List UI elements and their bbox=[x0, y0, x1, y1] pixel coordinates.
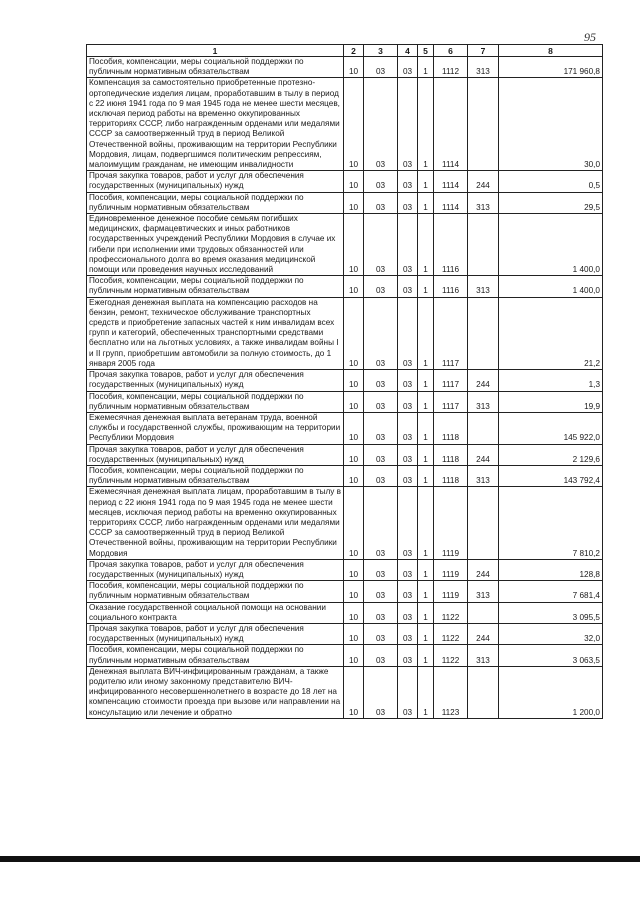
header-cell: 5 bbox=[418, 45, 434, 57]
row-description: Прочая закупка товаров, работ и услуг для обеспечения государственных (муниципальных) нужд bbox=[87, 444, 344, 465]
table-row bbox=[87, 444, 603, 465]
row-description: Пособия, компенсации, меры социальной поддержки по публичным нормативным обязательствам bbox=[87, 276, 344, 297]
subprogram-code: 1 bbox=[418, 581, 434, 602]
row-description: Пособия, компенсации, меры социальной поддержки по публичным нормативным обязательствам bbox=[87, 192, 344, 213]
row-description: Прочая закупка товаров, работ и услуг для обеспечения государственных (муниципальных) нужд bbox=[87, 559, 344, 580]
program-code: 03 bbox=[398, 645, 418, 666]
section-code: 10 bbox=[344, 370, 364, 391]
table-row bbox=[87, 666, 603, 718]
target-article-code: 1119 bbox=[434, 559, 468, 580]
subsection-code: 03 bbox=[364, 444, 398, 465]
section-code: 10 bbox=[344, 444, 364, 465]
table-header-row bbox=[87, 45, 603, 57]
section-code: 10 bbox=[344, 171, 364, 192]
amount-value: 7 810,2 bbox=[499, 487, 603, 559]
target-article-code: 1116 bbox=[434, 214, 468, 276]
row-description: Пособия, компенсации, меры социальной поддержки по публичным нормативным обязательствам bbox=[87, 581, 344, 602]
subsection-code: 03 bbox=[364, 465, 398, 486]
subprogram-code: 1 bbox=[418, 276, 434, 297]
target-article-code: 1116 bbox=[434, 276, 468, 297]
amount-value: 7 681,4 bbox=[499, 581, 603, 602]
amount-value: 2 129,6 bbox=[499, 444, 603, 465]
amount-value: 171 960,8 bbox=[499, 57, 603, 78]
expense-type-code bbox=[468, 214, 499, 276]
subsection-code: 03 bbox=[364, 297, 398, 369]
amount-value: 1 400,0 bbox=[499, 214, 603, 276]
subsection-code: 03 bbox=[364, 276, 398, 297]
table-row bbox=[87, 645, 603, 666]
table-row bbox=[87, 276, 603, 297]
target-article-code: 1119 bbox=[434, 487, 468, 559]
expense-type-code: 313 bbox=[468, 57, 499, 78]
program-code: 03 bbox=[398, 602, 418, 623]
subprogram-code: 1 bbox=[418, 78, 434, 171]
expense-type-code bbox=[468, 78, 499, 171]
subprogram-code: 1 bbox=[418, 487, 434, 559]
bottom-border-bar bbox=[0, 856, 640, 862]
amount-value: 1,3 bbox=[499, 370, 603, 391]
amount-value: 143 792,4 bbox=[499, 465, 603, 486]
subprogram-code: 1 bbox=[418, 602, 434, 623]
table-row bbox=[87, 487, 603, 559]
section-code: 10 bbox=[344, 78, 364, 171]
section-code: 10 bbox=[344, 57, 364, 78]
amount-value: 3 063,5 bbox=[499, 645, 603, 666]
subprogram-code: 1 bbox=[418, 171, 434, 192]
expense-type-code: 244 bbox=[468, 623, 499, 644]
section-code: 10 bbox=[344, 487, 364, 559]
amount-value: 1 400,0 bbox=[499, 276, 603, 297]
section-code: 10 bbox=[344, 602, 364, 623]
subsection-code: 03 bbox=[364, 581, 398, 602]
target-article-code: 1122 bbox=[434, 602, 468, 623]
expense-type-code: 313 bbox=[468, 276, 499, 297]
program-code: 03 bbox=[398, 276, 418, 297]
subprogram-code: 1 bbox=[418, 444, 434, 465]
program-code: 03 bbox=[398, 57, 418, 78]
header-cell: 8 bbox=[499, 45, 603, 57]
subprogram-code: 1 bbox=[418, 559, 434, 580]
table-body bbox=[87, 57, 603, 719]
subsection-code: 03 bbox=[364, 623, 398, 644]
subsection-code: 03 bbox=[364, 559, 398, 580]
subsection-code: 03 bbox=[364, 192, 398, 213]
subsection-code: 03 bbox=[364, 370, 398, 391]
subprogram-code: 1 bbox=[418, 214, 434, 276]
table-row bbox=[87, 559, 603, 580]
table-row bbox=[87, 57, 603, 78]
amount-value: 1 200,0 bbox=[499, 666, 603, 718]
target-article-code: 1119 bbox=[434, 581, 468, 602]
row-description: Ежегодная денежная выплата на компенсацию расходов на бензин, ремонт, техническое обслуживание транспортных средств и приобретение запасных частей к ним инвалидам всех групп и категорий, обеспеченных транспортными средствами бесплатно или на льготных условиях, а также инвалидам войны I и II групп, приобретшим автомобили за полную стоимость, до 1 января 2005 года bbox=[87, 297, 344, 369]
subprogram-code: 1 bbox=[418, 297, 434, 369]
header-cell: 6 bbox=[434, 45, 468, 57]
program-code: 03 bbox=[398, 444, 418, 465]
target-article-code: 1118 bbox=[434, 412, 468, 444]
program-code: 03 bbox=[398, 214, 418, 276]
table-row bbox=[87, 465, 603, 486]
subsection-code: 03 bbox=[364, 645, 398, 666]
subsection-code: 03 bbox=[364, 487, 398, 559]
program-code: 03 bbox=[398, 559, 418, 580]
subsection-code: 03 bbox=[364, 391, 398, 412]
expense-type-code bbox=[468, 297, 499, 369]
subsection-code: 03 bbox=[364, 214, 398, 276]
row-description: Единовременное денежное пособие семьям погибших медицинских, фармацевтических и иных работников государственных учреждений Республики Мордовия в случае их гибели при исполнении ими трудовых обязанностей или профессионального долга во время оказания медицинской помощи или проведения научных исследований bbox=[87, 214, 344, 276]
program-code: 03 bbox=[398, 623, 418, 644]
expense-type-code: 313 bbox=[468, 645, 499, 666]
target-article-code: 1114 bbox=[434, 192, 468, 213]
header-cell: 1 bbox=[87, 45, 344, 57]
amount-value: 29,5 bbox=[499, 192, 603, 213]
amount-value: 0,5 bbox=[499, 171, 603, 192]
section-code: 10 bbox=[344, 412, 364, 444]
budget-table bbox=[86, 44, 603, 719]
amount-value: 21,2 bbox=[499, 297, 603, 369]
expense-type-code bbox=[468, 487, 499, 559]
program-code: 03 bbox=[398, 391, 418, 412]
section-code: 10 bbox=[344, 276, 364, 297]
expense-type-code: 244 bbox=[468, 370, 499, 391]
amount-value: 145 922,0 bbox=[499, 412, 603, 444]
table-row bbox=[87, 391, 603, 412]
subsection-code: 03 bbox=[364, 412, 398, 444]
subsection-code: 03 bbox=[364, 666, 398, 718]
target-article-code: 1118 bbox=[434, 444, 468, 465]
program-code: 03 bbox=[398, 487, 418, 559]
target-article-code: 1117 bbox=[434, 370, 468, 391]
subprogram-code: 1 bbox=[418, 465, 434, 486]
row-description: Прочая закупка товаров, работ и услуг для обеспечения государственных (муниципальных) нужд bbox=[87, 623, 344, 644]
header-cell: 2 bbox=[344, 45, 364, 57]
section-code: 10 bbox=[344, 297, 364, 369]
table-row bbox=[87, 78, 603, 171]
table-row bbox=[87, 171, 603, 192]
subprogram-code: 1 bbox=[418, 57, 434, 78]
expense-type-code: 313 bbox=[468, 391, 499, 412]
row-description: Компенсация за самостоятельно приобретенные протезно-ортопедические изделия лицам, проработавшим в тылу в период с 22 июня 1941 года по 9 мая 1945 года не менее шести месяцев, исключая период работы на временно оккупированных территориях СССР, либо награжденным орденами или медалями СССР за самоотверженный труд в период Великой Отечественной войны, проживающим на территории Республики Мордовия, лицам, подвергшимся политическим репрессиям, малоимущим гражданам, не имеющим инвалидности bbox=[87, 78, 344, 171]
section-code: 10 bbox=[344, 465, 364, 486]
subsection-code: 03 bbox=[364, 78, 398, 171]
expense-type-code: 313 bbox=[468, 581, 499, 602]
subsection-code: 03 bbox=[364, 171, 398, 192]
subprogram-code: 1 bbox=[418, 370, 434, 391]
expense-type-code: 244 bbox=[468, 444, 499, 465]
section-code: 10 bbox=[344, 623, 364, 644]
row-description: Пособия, компенсации, меры социальной поддержки по публичным нормативным обязательствам bbox=[87, 465, 344, 486]
amount-value: 128,8 bbox=[499, 559, 603, 580]
program-code: 03 bbox=[398, 297, 418, 369]
expense-type-code bbox=[468, 666, 499, 718]
subsection-code: 03 bbox=[364, 602, 398, 623]
subprogram-code: 1 bbox=[418, 623, 434, 644]
row-description: Пособия, компенсации, меры социальной поддержки по публичным нормативным обязательствам bbox=[87, 57, 344, 78]
target-article-code: 1122 bbox=[434, 623, 468, 644]
program-code: 03 bbox=[398, 370, 418, 391]
table-row bbox=[87, 602, 603, 623]
expense-type-code bbox=[468, 412, 499, 444]
target-article-code: 1112 bbox=[434, 57, 468, 78]
expense-type-code: 244 bbox=[468, 559, 499, 580]
section-code: 10 bbox=[344, 559, 364, 580]
row-description: Пособия, компенсации, меры социальной поддержки по публичным нормативным обязательствам bbox=[87, 391, 344, 412]
target-article-code: 1122 bbox=[434, 645, 468, 666]
row-description: Ежемесячная денежная выплата лицам, проработавшим в тылу в период с 22 июня 1941 года по 9 мая 1945 года не менее шести месяцев, исключая период работы на временно оккупированных территориях СССР, либо награжденным орденами или медалями СССР за самоотверженный труд в период Великой Отечественной войны, проживающим на территории Республики Мордовия bbox=[87, 487, 344, 559]
amount-value: 19,9 bbox=[499, 391, 603, 412]
subprogram-code: 1 bbox=[418, 666, 434, 718]
row-description: Прочая закупка товаров, работ и услуг для обеспечения государственных (муниципальных) нужд bbox=[87, 370, 344, 391]
amount-value: 32,0 bbox=[499, 623, 603, 644]
row-description: Ежемесячная денежная выплата ветеранам труда, военной службы и государственной службы, проживающим на территории Республики Мордовия bbox=[87, 412, 344, 444]
expense-type-code: 313 bbox=[468, 192, 499, 213]
program-code: 03 bbox=[398, 412, 418, 444]
target-article-code: 1117 bbox=[434, 297, 468, 369]
row-description: Прочая закупка товаров, работ и услуг для обеспечения государственных (муниципальных) нужд bbox=[87, 171, 344, 192]
subprogram-code: 1 bbox=[418, 412, 434, 444]
row-description: Денежная выплата ВИЧ-инфицированным гражданам, а также родителю или иному законному представителю ВИЧ-инфицированного несовершеннолетнего в возрасте до 18 лет на компенсацию стоимости проезда при вызове или направлении на консультацию или лечение и обратно bbox=[87, 666, 344, 718]
target-article-code: 1123 bbox=[434, 666, 468, 718]
expense-type-code bbox=[468, 602, 499, 623]
section-code: 10 bbox=[344, 214, 364, 276]
header-cell: 4 bbox=[398, 45, 418, 57]
table-row bbox=[87, 581, 603, 602]
subsection-code: 03 bbox=[364, 57, 398, 78]
program-code: 03 bbox=[398, 666, 418, 718]
header-cell: 3 bbox=[364, 45, 398, 57]
table-row bbox=[87, 192, 603, 213]
program-code: 03 bbox=[398, 581, 418, 602]
section-code: 10 bbox=[344, 645, 364, 666]
subprogram-code: 1 bbox=[418, 391, 434, 412]
expense-type-code: 244 bbox=[468, 171, 499, 192]
section-code: 10 bbox=[344, 581, 364, 602]
table-row bbox=[87, 370, 603, 391]
expense-type-code: 313 bbox=[468, 465, 499, 486]
table-row bbox=[87, 297, 603, 369]
subprogram-code: 1 bbox=[418, 645, 434, 666]
target-article-code: 1118 bbox=[434, 465, 468, 486]
amount-value: 30,0 bbox=[499, 78, 603, 171]
table-row bbox=[87, 412, 603, 444]
target-article-code: 1117 bbox=[434, 391, 468, 412]
row-description: Оказание государственной социальной помощи на основании социального контракта bbox=[87, 602, 344, 623]
header-cell: 7 bbox=[468, 45, 499, 57]
program-code: 03 bbox=[398, 78, 418, 171]
subprogram-code: 1 bbox=[418, 192, 434, 213]
section-code: 10 bbox=[344, 391, 364, 412]
target-article-code: 1114 bbox=[434, 171, 468, 192]
program-code: 03 bbox=[398, 465, 418, 486]
amount-value: 3 095,5 bbox=[499, 602, 603, 623]
table-row bbox=[87, 214, 603, 276]
page-number: 95 bbox=[584, 30, 596, 44]
section-code: 10 bbox=[344, 666, 364, 718]
section-code: 10 bbox=[344, 192, 364, 213]
program-code: 03 bbox=[398, 192, 418, 213]
row-description: Пособия, компенсации, меры социальной поддержки по публичным нормативным обязательствам bbox=[87, 645, 344, 666]
program-code: 03 bbox=[398, 171, 418, 192]
table-row bbox=[87, 623, 603, 644]
target-article-code: 1114 bbox=[434, 78, 468, 171]
